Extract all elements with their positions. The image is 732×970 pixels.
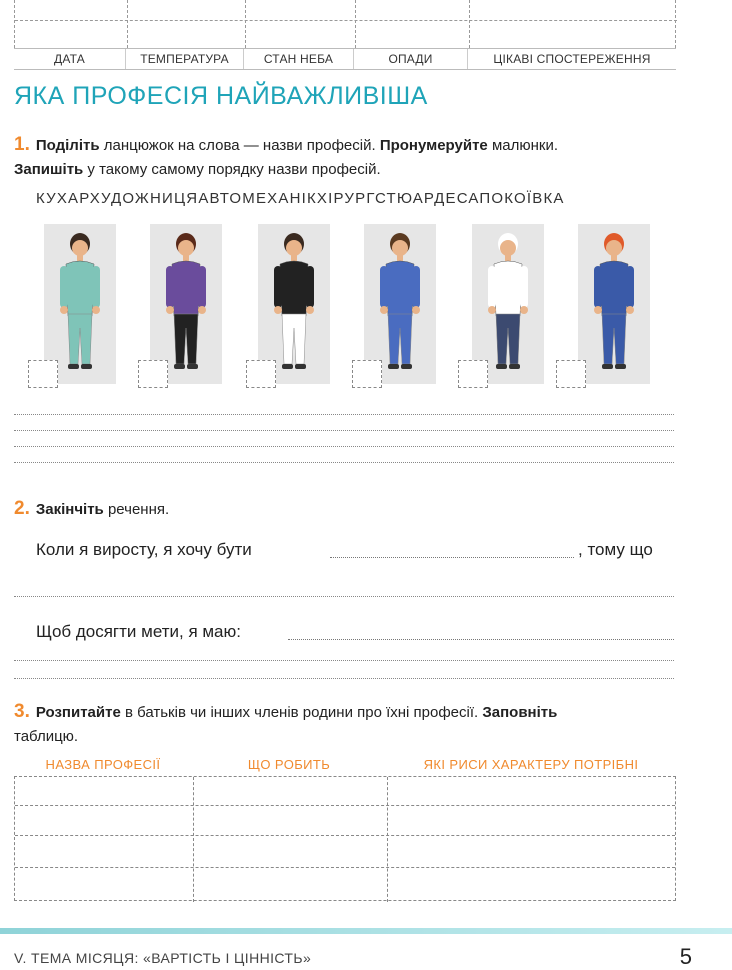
header-observations: ЦІКАВІ СПОСТЕРЕЖЕННЯ xyxy=(493,52,651,66)
header-precipitation: ОПАДИ xyxy=(354,49,468,69)
sentence-1-start: Коли я виросту, я хочу бути xyxy=(36,540,252,559)
weather-table-headers xyxy=(14,48,676,70)
task1-bold-3: Запишіть xyxy=(14,161,84,178)
task1-answer-line-4[interactable] xyxy=(14,462,674,463)
number-box-5[interactable] xyxy=(458,360,488,388)
header-character-traits: ЯКІ РИСИ ХАРАКТЕРУ ПОТРІБНІ xyxy=(423,757,639,772)
task2-bold-1: Закінчіть xyxy=(35,501,104,518)
header-what-does: ЩО РОБИТЬ xyxy=(247,757,331,772)
page-number: 5 xyxy=(679,944,692,969)
task2-line-1[interactable] xyxy=(14,596,674,597)
task3-bold-1: Розпитайте xyxy=(35,704,121,721)
family-professions-table xyxy=(14,756,676,901)
section-title: ЯКА ПРОФЕСІЯ НАЙВАЖЛИВІША xyxy=(14,82,428,110)
header-temperature: ТЕМПЕРАТУРА xyxy=(126,49,244,69)
mechanic-illustration xyxy=(578,224,650,384)
task2-instructions xyxy=(14,497,169,522)
task1-text-1: ланцюжок на слова — назви професій. xyxy=(99,137,380,154)
task2-number: 2. xyxy=(14,498,30,519)
task3-instructions xyxy=(14,700,678,749)
sentence-1-end: , тому що xyxy=(578,540,653,559)
task1-answer-line-2[interactable] xyxy=(14,430,674,431)
number-box-6[interactable] xyxy=(556,360,586,388)
number-box-1[interactable] xyxy=(28,360,58,388)
task3-bold-2: Заповніть xyxy=(482,704,558,721)
family-table-headers xyxy=(14,756,676,774)
task3-text-1: в батьків чи інших членів родини про їхні професії. xyxy=(120,704,483,721)
task1-bold-1: Поділіть xyxy=(35,137,100,154)
task2-line-2[interactable] xyxy=(14,660,674,661)
sentence-2: Щоб досягти мети, я маю: xyxy=(36,622,241,641)
task1-answer-line-1[interactable] xyxy=(14,414,674,415)
footer-bar xyxy=(0,928,732,934)
task1-answer-line-3[interactable] xyxy=(14,446,674,447)
task1-text-2: малюнки. xyxy=(487,137,558,154)
weather-table xyxy=(14,0,676,70)
task1-number: 1. xyxy=(14,134,30,155)
task1-instructions xyxy=(14,133,678,182)
task2-text-1: речення. xyxy=(103,501,170,518)
footer-topic: V. ТЕМА МІСЯЦЯ: «ВАРТІСТЬ І ЦІННІСТЬ» xyxy=(14,950,312,966)
family-table-cells[interactable] xyxy=(14,776,676,901)
sentence-2-blank[interactable] xyxy=(288,639,674,640)
header-profession-name: НАЗВА ПРОФЕСІЇ xyxy=(45,757,161,772)
task1-text-3: у такому самому порядку назви професій. xyxy=(83,161,381,178)
task2-line-3[interactable] xyxy=(14,678,674,679)
profession-chain: КУХАРХУДОЖНИЦЯАВТОМЕХАНІКХІРУРГСТЮАРДЕСАПОКОЇВКА xyxy=(36,190,565,207)
figure-mechanic xyxy=(578,224,650,384)
number-box-2[interactable] xyxy=(138,360,168,388)
weather-table-cells[interactable] xyxy=(14,0,676,48)
task1-bold-2: Пронумеруйте xyxy=(379,137,488,154)
number-box-4[interactable] xyxy=(352,360,382,388)
header-date: ДАТА xyxy=(14,49,126,69)
sentence-1-blank[interactable] xyxy=(330,557,574,558)
header-sky: СТАН НЕБА xyxy=(244,49,354,69)
number-box-3[interactable] xyxy=(246,360,276,388)
task3-number: 3. xyxy=(14,701,30,722)
task3-text-2: таблицю. xyxy=(14,728,79,745)
